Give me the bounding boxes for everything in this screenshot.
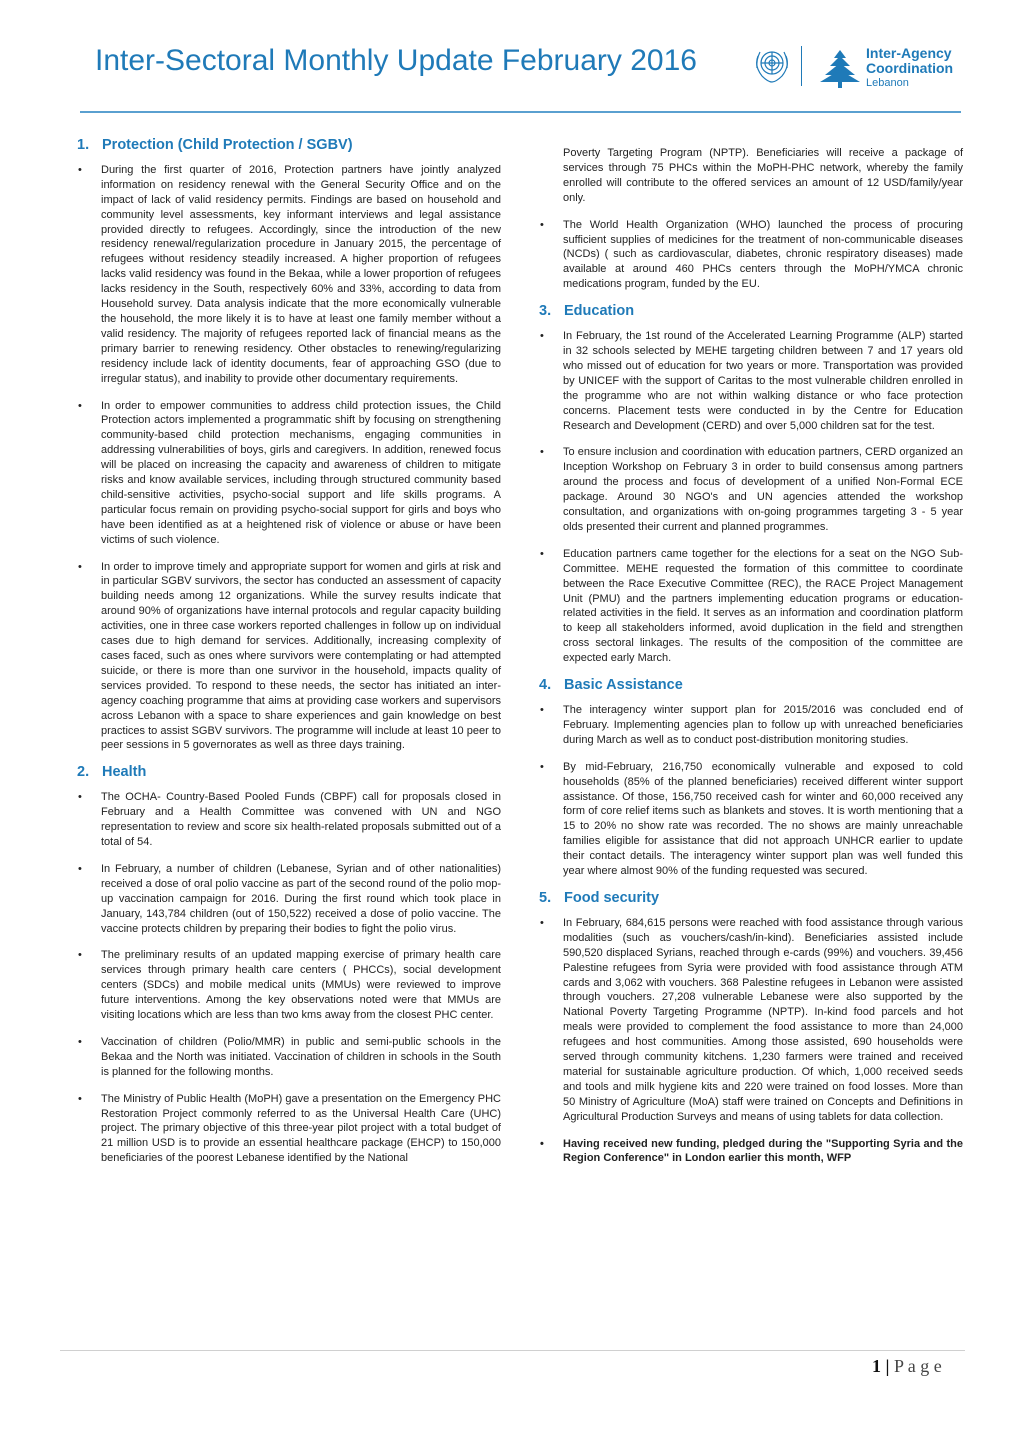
- list-item: • Having received new funding, pledged during the "Supporting Syria and the Region Conference" in London earlier this month, WFP: [540, 1137, 963, 1165]
- bullet-icon: •: [540, 1137, 544, 1150]
- section-number: 5.: [539, 889, 552, 906]
- logo-line-3: Lebanon: [866, 77, 909, 89]
- left-column: [77, 138, 501, 1178]
- bullet-icon: •: [540, 547, 544, 560]
- right-column: [539, 146, 963, 1178]
- section-heading-food-security: [539, 891, 963, 906]
- bullet-icon: •: [540, 330, 544, 343]
- bullet-icon: •: [540, 760, 544, 773]
- section-title: Protection (Child Protection / SGBV): [102, 137, 353, 153]
- list-item-continued: Poverty Targeting Program (NPTP). Beneficiaries will receive a package of services through 75 PHCs within the MoPH-PHC network, whereby the family enrolled will contribute to the offered services an amount of 12 USD/family/year only.: [563, 147, 963, 204]
- list-item: • The OCHA- Country-Based Pooled Funds (CBPF) call for proposals closed in February and a Health Committee was convened with UN and NGO representation to review and score six health-related proposals submitted out of a total of 54.: [78, 791, 501, 848]
- logo-line-2: Coordination: [866, 60, 954, 76]
- un-emblem-logo: [752, 42, 792, 86]
- list-item: • In order to empower communities to address child protection issues, the Child Protection actors implemented a programmatic shift by focusing on strengthening community-based child protection mechanisms, engaging communities in addressing vulnerabilities of boys, girls and caregivers. In addition, renewed focus will be placed on increasing the capacity and awareness of children to mitigate risks and know available services, including through structured community based child-sensitive activities, psycho-social support and life skills programs. A particular focus remain on providing psycho-social support for girls and boys who have been identified as at a heightened risk of violence or abuse or have been victims of such violence.: [78, 399, 501, 546]
- bullet-icon: •: [78, 163, 82, 176]
- list-item: • The interagency winter support plan for 2015/2016 was concluded end of February. Implementing agencies plan to follow up with unreached beneficiaries during March as well as to conduct post-distribution monitoring studies.: [540, 704, 963, 746]
- bullet-icon: •: [540, 446, 544, 459]
- section-heading-education: [539, 304, 963, 319]
- list-item: • The Ministry of Public Health (MoPH) gave a presentation on the Emergency PHC Restoration Project commonly referred to as the Universal Health Care (UHC) project. The primary objective of this three-year pilot project with a total budget of 21 million USD is to provide an essential healthcare package (EHCP) to 150,000 beneficiaries of the poorest Lebanese identified by the National: [78, 1092, 501, 1165]
- section-title: Food security: [564, 889, 660, 906]
- list-item: • Vaccination of children (Polio/MMR) in public and semi-public schools in the Bekaa and the North was initiated. Vaccination of children in schools in the South is planned for the following months.: [78, 1035, 501, 1078]
- page-separator: |: [885, 1356, 890, 1376]
- page-number-footer: [872, 1356, 942, 1377]
- footer-rule: [60, 1350, 965, 1351]
- bullet-icon: •: [78, 399, 82, 412]
- section-title: Education: [564, 303, 635, 320]
- page-label: P a g e: [893, 1356, 942, 1376]
- list-item: • In February, a number of children (Lebanese, Syrian and of other nationalities) received a dose of oral polio vaccine as part of the second round of the polio mop-up vaccination campaign for 2016. During the first round which took place in January, 143,784 children (out of 150,522) received a dose of polio vaccine. The vaccine protects children by preparing their bodies to fight the polio virus.: [78, 862, 501, 935]
- bullet-icon: •: [78, 862, 82, 875]
- bullet-icon: •: [540, 218, 544, 231]
- list-item: • The preliminary results of an updated mapping exercise of primary health care services through primary health care centers ( PHCCs), social development centers (SDCs) and mobile medical units (MMUs) were reviewed to improve future interventions. Among the key observations noted were that MMUs are visiting locations which are less than two kms away from the closest PHC center.: [78, 949, 501, 1022]
- list-item: • In order to improve timely and appropriate support for women and girls at risk and in particular SGBV survivors, the sector has conducted an assessment of capacity building needs among 12 organizations. While the survey results indicate that around 90% of organizations have internal protocols and regular capacity building activities, one in three case workers reported challenges in follow up on individual cases due to high demand for services. Additionally, increasing complexity of cases faced, such as ones where survivors were contemplating or had attempted suicide, or there is more than one survivor in the household, impacts quality of services provided. To respond to these needs, the sector has initiated an inter-agency coaching programme that aims at providing case workers and supervisors across Lebanon with a space to share experiences and gain knowledge on best practices to assist SGBV survivors. The programme will include at least 10 peer to peer sessions in 5 governorates as well as three days training.: [78, 560, 501, 752]
- bullet-icon: •: [78, 1092, 82, 1105]
- section-title: Health: [102, 764, 147, 781]
- bullet-icon: •: [78, 560, 82, 573]
- section-number: 2.: [77, 764, 90, 781]
- list-item: • In February, 684,615 persons were reached with food assistance through various modalities (such as vouchers/cash/in-kind). Beneficiaries assisted include 590,520 displaced Syrians, reached through e-cards (99%) and vouchers. 39,456 Palestine refugees from Syria were provided with food assistance through ATM cards and 3,062 with vouchers. 368 Palestine refugees in Lebanon were assisted through vouchers. 27,208 vulnerable Lebanese were also supported by the National Poverty Targeting Programme (NPTP). In-kind food parcels and hot meals were provided to complement the food assistance to more than 24,000 refugees and host communities. Among those assisted, 690 households were served through community kitchens. 1,230 farmers were trained and received material for sustainable agriculture production. Of which, 1,000 received seeds and tools and milk hygiene kits and 220 were trained on food losses. More than 50 Ministry of Agriculture (MoA) staff were trained on Concepts and Definitions in Agricultural Production Surveys and means of using tablets for data collection.: [540, 916, 963, 1123]
- section-number: 3.: [539, 303, 552, 320]
- list-item: • During the first quarter of 2016, Protection partners have jointly analyzed information on residency renewal with the General Security Office and on the impact of lack of valid residency permits. Findings are based on household and community level assessments, key informant interviews and legal assistance provided directly to refugees. Accordingly, since the introduction of the new residency renewal/regularization procedure in January 2015, the percentage of refugees without residency steadily increased. A higher proportion of refugees lacks valid residency was found in the Bekaa, while a lower proportion of refugees lacks residency in the South, respectively 60% and 33%, according to data from Household survey. Data analysis indicate that the more economically vulnerable the household, the more likely it is to have at least one family member without a valid residency. The majority of refugees reported lack of financial means as the primary barrier to renewing residency. Other obstacles to renewing/regularizing residency include lack of identity documents, fear of approaching GSO (due to irregular status), and inability to provide other documentary requirements.: [78, 163, 501, 385]
- section-title: Basic Assistance: [564, 677, 683, 694]
- list-item: • The World Health Organization (WHO) launched the process of procuring sufficient supplies of medicines for the treatment of non-communicable diseases (NCDs) ( such as cardiovascular, diabetes, chronic respiratory diseases) made available at around 460 PHCs centers through the MoPH/YMCA chronic medications program, funded by the EU.: [540, 218, 963, 291]
- list-item: • By mid-February, 216,750 economically vulnerable and exposed to cold households (85% of the planned beneficiaries) received different winter support assistance. Of those, 156,750 received cash for winter and 60,000 received any form of core relief items such as blankets and stoves. It is worth mentioning that a 15 to 20% no show rate was recorded. The no shows are mainly unreachable families eligible for assistance that did not approach UNHCR earlier to update their contact details. The interagency winter support plan was well funded this year where almost 90% of the funding requested was secured.: [540, 760, 963, 878]
- section-number: 4.: [539, 677, 552, 694]
- bullet-icon: •: [78, 791, 82, 804]
- section-number: 1.: [77, 137, 90, 153]
- bullet-icon: •: [78, 1035, 82, 1048]
- bullet-icon: •: [540, 704, 544, 716]
- inter-agency-logo-text: [866, 46, 953, 91]
- logo-line-1: Inter-Agency: [866, 45, 952, 61]
- list-item: • In February, the 1st round of the Accelerated Learning Programme (ALP) started in 32 schools selected by MEHE targeting children between 7 and 17 years old who missed out of education for two years or more. Transportation was provided by UNICEF with the support of Caritas to the most vulnerable children enrolled in the programme who are not within walking distance or who face protection concerns. Placement tests were conducted in by the Centre for Education Research and Development (CERD) and over 5,000 children sat for the test.: [540, 330, 963, 432]
- page-number: 1: [872, 1356, 881, 1376]
- section-heading-protection: [77, 138, 501, 153]
- list-item: • To ensure inclusion and coordination with education partners, CERD organized an Inception Workshop on February 3 in order to build consensus among partners around the process and focus of development of a unified Non-Formal ECE package. Around 30 NGO's and UN agencies attended the workshop consultation, and organizations with on-going programmes targeting 3 - 5 year olds presented their current and planned programmes.: [540, 446, 963, 533]
- bullet-icon: •: [78, 949, 82, 962]
- header-rule: [80, 111, 961, 113]
- bullet-icon: •: [540, 916, 544, 929]
- section-heading-health: [77, 765, 501, 780]
- list-item: • Education partners came together for the elections for a seat on the NGO Sub-Committee. MEHE requested the formation of this committee to coordinate between the Race Executive Committee (REC), the RACE Project Management Unit (PMU) and the partners implementing education programs or education-related activities in the field. It serves as an information and coordination platform to keep all stakeholders informed, avoid duplication in the field and strengthen cross sectoral linkages. The results of the composition of the committee are expected early March.: [540, 547, 963, 665]
- section-heading-basic-assistance: [539, 678, 963, 693]
- logo-divider: [801, 46, 802, 86]
- page-title: Inter-Sectoral Monthly Update February 2016: [95, 44, 697, 77]
- cedar-tree-logo: [818, 48, 862, 88]
